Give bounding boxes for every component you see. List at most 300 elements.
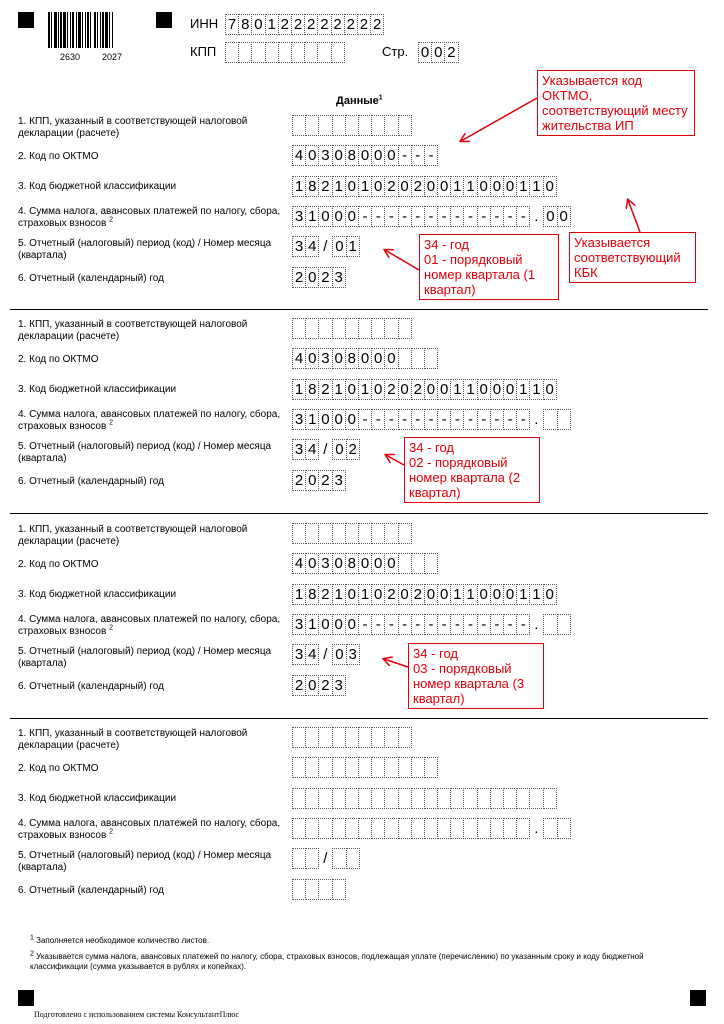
cell[interactable]: 1 [463,584,477,605]
inn-cells[interactable] [225,14,383,35]
cell[interactable]: 0 [398,176,412,197]
cell[interactable]: 0 [345,409,359,430]
cell[interactable] [384,788,398,809]
cell[interactable]: - [424,409,438,430]
cell[interactable] [557,614,571,635]
cell[interactable]: 0 [384,553,398,574]
cell[interactable]: - [371,614,385,635]
cell[interactable]: 0 [305,675,319,696]
sum-cells-1[interactable] [292,206,570,227]
cell[interactable]: 0 [332,409,346,430]
kpp-cells-4[interactable] [292,727,411,748]
cell[interactable]: - [398,409,412,430]
cell[interactable]: 7 [225,14,239,35]
period-cells-3[interactable] [292,644,359,665]
cell[interactable]: 0 [305,267,319,288]
cell[interactable] [411,348,425,369]
cell[interactable]: 2 [278,14,292,35]
cell[interactable] [318,727,332,748]
cell[interactable]: 3 [292,236,306,257]
cell[interactable]: 0 [477,379,491,400]
cell[interactable] [371,523,385,544]
cell[interactable] [305,115,319,136]
cell[interactable] [225,42,239,63]
cell[interactable]: 3 [318,553,332,574]
cell[interactable] [332,848,346,869]
cell[interactable]: 2 [304,14,318,35]
cell[interactable]: 0 [332,348,346,369]
cell[interactable]: - [411,145,425,166]
cell[interactable]: 2 [291,14,305,35]
cell[interactable]: 0 [543,379,557,400]
cell[interactable]: 8 [345,348,359,369]
cell[interactable] [503,818,517,839]
cell[interactable]: 3 [292,644,306,665]
cell[interactable]: 2 [384,379,398,400]
cell[interactable]: 0 [345,176,359,197]
cell[interactable]: 2 [384,584,398,605]
cell[interactable] [292,818,306,839]
cell[interactable]: 1 [529,176,543,197]
cell[interactable]: 0 [318,614,332,635]
cell[interactable] [305,757,319,778]
kpp-cells-3[interactable] [292,523,411,544]
cell[interactable] [332,727,346,748]
cell[interactable] [384,523,398,544]
cell[interactable]: - [371,409,385,430]
cell[interactable] [424,553,438,574]
cell[interactable] [398,318,412,339]
cell[interactable]: 8 [345,553,359,574]
cell[interactable]: 8 [305,584,319,605]
cell[interactable]: 3 [346,644,360,665]
cell[interactable] [543,409,557,430]
cell[interactable] [398,348,412,369]
cell[interactable]: - [358,409,372,430]
cell[interactable]: - [384,409,398,430]
cell[interactable]: - [424,145,438,166]
cell[interactable]: 1 [463,176,477,197]
cell[interactable] [384,757,398,778]
cell[interactable]: 0 [371,584,385,605]
cell[interactable]: 3 [292,614,306,635]
cell[interactable]: - [450,409,464,430]
cell[interactable] [543,788,557,809]
cell[interactable] [332,818,346,839]
cell[interactable] [358,818,372,839]
cell[interactable]: 8 [305,379,319,400]
cell[interactable] [543,614,557,635]
oktmo-cells-1[interactable] [292,145,437,166]
cell[interactable]: 0 [358,553,372,574]
cell[interactable] [384,727,398,748]
cell[interactable] [371,788,385,809]
cell[interactable]: - [424,614,438,635]
cell[interactable]: 2 [318,379,332,400]
cell[interactable]: 3 [332,267,346,288]
cell[interactable] [557,409,571,430]
cell[interactable] [305,818,319,839]
cell[interactable] [437,818,451,839]
cell[interactable] [529,788,543,809]
cell[interactable] [305,523,319,544]
cell[interactable]: 0 [371,379,385,400]
cell[interactable]: - [503,409,517,430]
cell[interactable] [292,523,306,544]
cell[interactable] [411,788,425,809]
cell[interactable] [345,818,359,839]
cell[interactable] [318,879,332,900]
cell[interactable]: 1 [358,379,372,400]
kpp-header-cells[interactable] [225,42,344,63]
cell[interactable] [450,788,464,809]
cell[interactable] [358,788,372,809]
sum-cells-3[interactable] [292,614,570,635]
cell[interactable]: - [490,206,504,227]
cell[interactable]: - [490,409,504,430]
cell[interactable] [371,727,385,748]
cell[interactable] [292,848,306,869]
cell[interactable]: 1 [529,584,543,605]
cell[interactable] [305,727,319,748]
period-cells-1[interactable] [292,236,359,257]
cell[interactable]: 4 [305,236,319,257]
cell[interactable] [318,115,332,136]
cell[interactable]: - [411,614,425,635]
cell[interactable] [358,115,372,136]
cell[interactable] [411,818,425,839]
cell[interactable] [291,42,305,63]
cell[interactable]: 2 [318,470,332,491]
cell[interactable]: 0 [358,348,372,369]
kbk-cells-4[interactable] [292,788,556,809]
cell[interactable]: - [477,614,491,635]
cell[interactable]: 2 [292,267,306,288]
cell[interactable]: 0 [437,379,451,400]
cell[interactable]: 0 [251,14,265,35]
kpp-cells-2[interactable] [292,318,411,339]
cell[interactable]: 1 [516,379,530,400]
cell[interactable]: - [503,206,517,227]
cell[interactable]: 2 [318,267,332,288]
cell[interactable]: 2 [346,439,360,460]
cell[interactable]: 3 [318,348,332,369]
sum-cells-4[interactable] [292,818,570,839]
cell[interactable] [490,818,504,839]
cell[interactable] [238,42,252,63]
cell[interactable] [543,818,557,839]
cell[interactable] [358,727,372,748]
cell[interactable] [450,818,464,839]
cell[interactable]: 2 [411,176,425,197]
cell[interactable] [292,788,306,809]
cell[interactable]: 2 [318,584,332,605]
cell[interactable]: 1 [292,379,306,400]
cell[interactable] [332,523,346,544]
cell[interactable] [331,42,345,63]
cell[interactable]: - [450,206,464,227]
cell[interactable]: 1 [265,14,279,35]
cell[interactable]: - [477,206,491,227]
cell[interactable]: - [384,614,398,635]
cell[interactable]: 0 [358,145,372,166]
cell[interactable] [317,42,331,63]
cell[interactable]: 1 [332,176,346,197]
cell[interactable]: 2 [411,584,425,605]
cell[interactable]: 3 [332,470,346,491]
cell[interactable] [371,757,385,778]
cell[interactable]: 4 [292,145,306,166]
cell[interactable]: 8 [345,145,359,166]
cell[interactable] [345,727,359,748]
cell[interactable]: 0 [398,379,412,400]
cell[interactable] [318,523,332,544]
oktmo-cells-4[interactable] [292,757,437,778]
cell[interactable] [332,115,346,136]
oktmo-cells-3[interactable] [292,553,437,574]
cell[interactable] [318,318,332,339]
cell[interactable]: 4 [292,348,306,369]
cell[interactable]: - [516,614,530,635]
cell[interactable]: 0 [418,42,432,63]
cell[interactable]: 0 [503,176,517,197]
cell[interactable] [398,115,412,136]
cell[interactable] [516,788,530,809]
cell[interactable]: 2 [318,675,332,696]
cell[interactable]: 2 [357,14,371,35]
cell[interactable] [332,757,346,778]
cell[interactable]: - [503,614,517,635]
cell[interactable]: 0 [345,379,359,400]
cell[interactable]: - [516,409,530,430]
cell[interactable]: 1 [305,409,319,430]
period-cells-2[interactable] [292,439,359,460]
cell[interactable] [358,523,372,544]
cell[interactable]: 0 [371,553,385,574]
cell[interactable] [371,318,385,339]
cell[interactable]: 2 [444,42,458,63]
cell[interactable]: 1 [305,614,319,635]
cell[interactable]: 0 [543,206,557,227]
cell[interactable] [305,879,319,900]
cell[interactable]: - [411,409,425,430]
cell[interactable]: 2 [318,176,332,197]
cell[interactable]: 1 [292,176,306,197]
cell[interactable] [251,42,265,63]
cell[interactable] [318,788,332,809]
cell[interactable]: 1 [450,379,464,400]
cell[interactable]: 0 [305,553,319,574]
cell[interactable]: 0 [431,42,445,63]
cell[interactable]: 0 [305,348,319,369]
cell[interactable] [265,42,279,63]
cell[interactable]: 0 [398,584,412,605]
cell[interactable] [398,523,412,544]
cell[interactable]: 0 [371,145,385,166]
cell[interactable]: 0 [332,439,346,460]
cell[interactable]: 0 [332,206,346,227]
cell[interactable]: 0 [543,176,557,197]
cell[interactable] [305,788,319,809]
cell[interactable]: 2 [344,14,358,35]
cell[interactable]: 0 [332,553,346,574]
cell[interactable] [345,115,359,136]
cell[interactable]: 0 [490,379,504,400]
cell[interactable]: 1 [305,206,319,227]
cell[interactable] [398,727,412,748]
cell[interactable]: 0 [543,584,557,605]
kbk-cells-2[interactable] [292,379,556,400]
cell[interactable] [346,848,360,869]
cell[interactable] [398,818,412,839]
cell[interactable]: 2 [370,14,384,35]
cell[interactable] [503,788,517,809]
cell[interactable] [463,788,477,809]
cell[interactable]: - [384,206,398,227]
cell[interactable]: 1 [516,176,530,197]
cell[interactable] [398,757,412,778]
cell[interactable] [463,818,477,839]
cell[interactable]: 0 [318,409,332,430]
cell[interactable]: 2 [292,675,306,696]
year-cells-4[interactable] [292,879,345,900]
cell[interactable]: 0 [557,206,571,227]
cell[interactable]: - [411,206,425,227]
cell[interactable]: 4 [292,553,306,574]
cell[interactable] [318,757,332,778]
cell[interactable]: 1 [516,584,530,605]
cell[interactable]: 3 [292,409,306,430]
cell[interactable] [371,818,385,839]
cell[interactable]: 1 [358,584,372,605]
year-cells-3[interactable] [292,675,345,696]
cell[interactable] [345,757,359,778]
cell[interactable] [292,318,306,339]
cell[interactable]: - [437,614,451,635]
cell[interactable]: 2 [384,176,398,197]
cell[interactable]: - [450,614,464,635]
cell[interactable]: 0 [318,206,332,227]
cell[interactable]: - [398,614,412,635]
cell[interactable]: - [516,206,530,227]
cell[interactable]: 4 [305,439,319,460]
cell[interactable]: 2 [411,379,425,400]
sum-cells-2[interactable] [292,409,570,430]
kpp-cells-1[interactable] [292,115,411,136]
cell[interactable]: 0 [424,584,438,605]
cell[interactable] [345,788,359,809]
cell[interactable] [437,788,451,809]
cell[interactable]: 0 [503,584,517,605]
year-cells-2[interactable] [292,470,345,491]
year-cells-1[interactable] [292,267,345,288]
cell[interactable]: 4 [305,644,319,665]
cell[interactable]: 0 [332,644,346,665]
cell[interactable]: - [437,409,451,430]
cell[interactable] [557,818,571,839]
cell[interactable]: - [463,206,477,227]
period-cells-4[interactable] [292,848,359,869]
cell[interactable] [384,318,398,339]
cell[interactable] [332,318,346,339]
cell[interactable] [424,788,438,809]
cell[interactable] [305,318,319,339]
cell[interactable]: 0 [477,176,491,197]
cell[interactable]: 0 [384,145,398,166]
cell[interactable]: 1 [358,176,372,197]
cell[interactable]: 2 [292,470,306,491]
cell[interactable]: 0 [490,584,504,605]
cell[interactable]: 0 [477,584,491,605]
kbk-cells-3[interactable] [292,584,556,605]
cell[interactable]: - [398,206,412,227]
cell[interactable]: 0 [424,379,438,400]
cell[interactable]: 8 [305,176,319,197]
cell[interactable]: 1 [332,584,346,605]
cell[interactable]: 0 [345,614,359,635]
cell[interactable]: 1 [292,584,306,605]
cell[interactable] [292,727,306,748]
cell[interactable]: 3 [292,439,306,460]
cell[interactable]: 3 [292,206,306,227]
cell[interactable] [371,115,385,136]
cell[interactable]: - [424,206,438,227]
cell[interactable] [305,848,319,869]
cell[interactable]: 0 [345,206,359,227]
cell[interactable] [477,818,491,839]
cell[interactable]: 2 [331,14,345,35]
cell[interactable] [332,788,346,809]
cell[interactable] [411,553,425,574]
cell[interactable] [384,818,398,839]
cell[interactable] [358,757,372,778]
cell[interactable] [424,757,438,778]
cell[interactable] [477,788,491,809]
cell[interactable] [345,318,359,339]
cell[interactable]: - [358,206,372,227]
cell[interactable]: 1 [450,584,464,605]
cell[interactable]: 1 [529,379,543,400]
cell[interactable]: - [490,614,504,635]
cell[interactable]: - [477,409,491,430]
cell[interactable]: - [371,206,385,227]
cell[interactable]: 0 [384,348,398,369]
cell[interactable]: - [358,614,372,635]
cell[interactable] [292,757,306,778]
cell[interactable]: 1 [346,236,360,257]
cell[interactable]: 0 [490,176,504,197]
cell[interactable] [292,879,306,900]
cell[interactable] [358,318,372,339]
cell[interactable]: 3 [332,675,346,696]
cell[interactable]: 1 [332,379,346,400]
cell[interactable] [318,818,332,839]
cell[interactable]: 0 [437,584,451,605]
cell[interactable]: 3 [318,145,332,166]
cell[interactable]: 0 [332,145,346,166]
cell[interactable]: 1 [463,379,477,400]
cell[interactable]: 0 [305,470,319,491]
cell[interactable] [424,818,438,839]
cell[interactable]: 2 [317,14,331,35]
cell[interactable]: 8 [238,14,252,35]
page-cells[interactable] [418,42,458,63]
cell[interactable] [292,115,306,136]
cell[interactable] [345,523,359,544]
cell[interactable]: 0 [503,379,517,400]
cell[interactable]: 0 [332,614,346,635]
cell[interactable]: - [463,409,477,430]
